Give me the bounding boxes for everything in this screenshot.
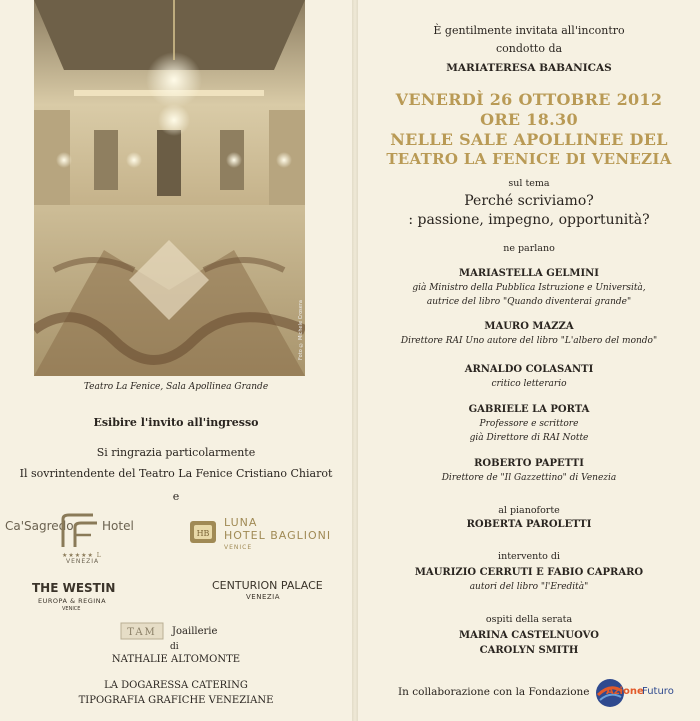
joaillerie-logo: TAM Joaillerie di [120,622,240,666]
speaker-name: GABRIELE LA PORTA [468,404,590,415]
event-date: VENERDÌ 26 OTTOBRE 2012 [395,90,663,109]
svg-text:TAM: TAM [127,627,157,638]
intervento-book: autori del libro "l'Eredità" [469,582,589,592]
thanks-line-1: Si ringrazia particolarmente [96,446,256,459]
venue-line-2: TEATRO LA FENICE DI VENEZIA [386,150,672,168]
speaker-role: Direttore de "Il Gazzettino" di Venezia [441,473,617,483]
svg-text:HB: HB [196,529,210,538]
pianist-name: ROBERTA PAROLETTI [466,519,592,530]
sponsor-tipografia: TIPOGRAFIA GRAFICHE VENEZIANE [78,695,274,706]
sponsor-dogaressa: LA DOGARESSA CATERING [104,680,248,691]
westin-logo: THE WESTIN EUROPA & REGINA VENICE [32,581,116,612]
casagredo-logo: Ca'Sagredo Hotel ★★★★★ L VENEZIA [5,513,140,565]
conjunction: e [172,490,180,503]
photo-credit: Foto © Michele Crosera [298,300,304,361]
thanks-line-2: Il sovrintendente del Teatro La Fenice Cristiano Chiarot [19,467,333,480]
piano-label: al pianoforte [498,505,560,516]
speaker-name: MARIASTELLA GELMINI [459,268,599,279]
speaker-role: critico letterario [491,379,567,389]
guest-name: MARINA CASTELNUOVO [459,630,599,641]
centurion-palace-logo: CENTURION PALACE VENEZIA [212,579,323,601]
sul-tema-label: sul tema [508,178,550,189]
event-time: ORE 18.30 [480,110,578,129]
intervento-names: MAURIZIO CERRUTI E FABIO CAPRARO [414,567,644,578]
invite-line: È gentilmente invitata all'incontro [433,24,625,37]
speaker-role: Direttore RAI Uno autore del libro "L'albero del mondo" [400,336,658,346]
sala-apollinea-image [34,0,305,376]
speaker-role: Professore e scrittore [479,419,579,429]
intervento-label: intervento di [498,551,560,562]
esibire-notice: Esibire l'invito all'ingresso [93,416,259,429]
speaker-name: ARNALDO COLASANTI [464,364,594,375]
guest-name: CAROLYN SMITH [479,645,579,656]
baglioni-crest-icon [188,517,218,547]
ospiti-label: ospiti della serata [485,614,573,625]
photo-caption: Teatro La Fenice, Sala Apollinea Grande [83,382,269,392]
theme-line-1: Perché scriviamo? [464,193,594,209]
condotto-label: condotto da [495,42,563,55]
speaker-role: già Direttore di RAI Notte [469,433,589,443]
collaboration-line: In collaborazione con la Fondazione [398,686,590,698]
venue-photo [34,0,305,376]
casagredo-monogram [59,513,101,551]
joaillerie-emblem [120,622,164,640]
right-panel [358,0,700,721]
speaker-role: autrice del libro "Quando diventerai grande" [426,297,632,307]
azione-futuro-logo: Azione Futuro [594,677,674,707]
speaker-role: già Ministro della Pubblica Istruzione e Università, [412,283,646,293]
luna-baglioni-logo: HB LUNA HOTEL BAGLIONI VENICE [188,515,338,555]
ne-parlano-label: ne parlano [503,243,555,254]
venue-line-1: NELLE SALE APOLLINEE DEL [390,130,668,149]
speaker-name: MAURO MAZZA [484,321,574,332]
speaker-name: ROBERTO PAPETTI [474,458,584,469]
nathalie-altomonte: NATHALIE ALTOMONTE [111,654,241,665]
theme-line-2: : passione, impegno, opportunità? [408,212,650,228]
host-name: MARIATERESA BABANICAS [446,62,612,74]
